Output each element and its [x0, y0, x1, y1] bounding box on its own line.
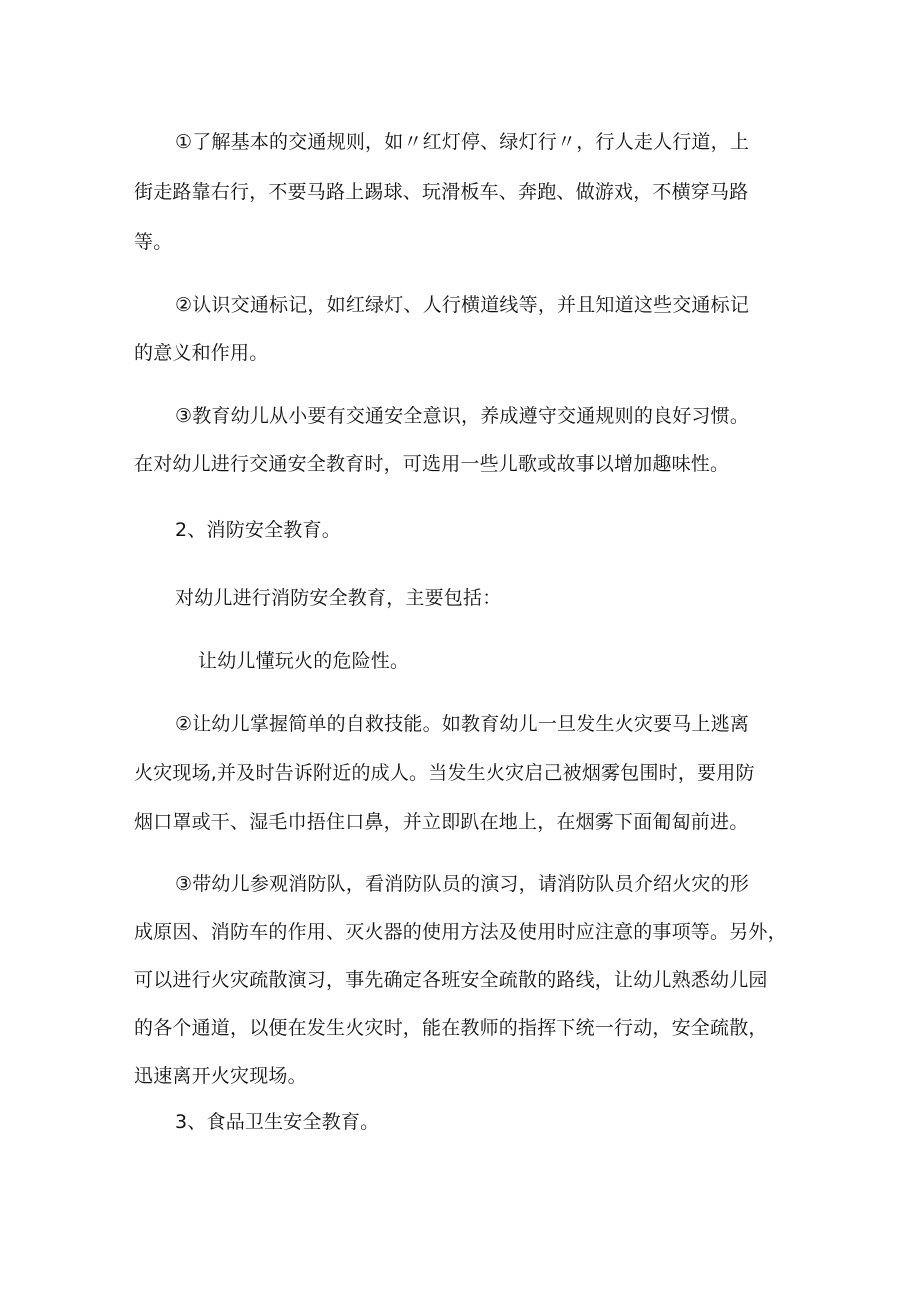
section-heading-fire-safety: 2、消防安全教育。 [175, 519, 341, 541]
p5-line: 让幼儿懂玩火的危险性。 [198, 650, 410, 672]
p3-line-2: 在对幼儿进行交通安全教育时，可选用一些儿歌或故事以增加趣味性。 [134, 453, 730, 475]
p7-line-4: 的各个通道，以便在发生火灾时，能在教师的指挥下统一行动，安全疏散， [134, 1017, 768, 1039]
p1-line-1: ①了解基本的交通规则，如〃红灯停、绿灯行〃，行人走人行道，上 [175, 131, 750, 153]
p1-line-3: 等。 [134, 231, 173, 253]
p1-line-2: 街走路靠右行，不要马路上踢球、玩滑板车、奔跑、做游戏，不横穿马路 [134, 181, 749, 203]
p4-line: 对幼儿进行消防安全教育，主要包括： [175, 587, 502, 609]
section-heading-food-safety: 3、食品卫生安全教育。 [175, 1111, 380, 1133]
p3-line-1: ③教育幼儿从小要有交通安全意识，养成遵守交通规则的良好习惯。 [175, 405, 750, 427]
p2-line-1: ②认识交通标记，如红绿灯、人行横道线等，并且知道这些交通标记 [175, 294, 750, 316]
p7-line-2: 成原因、消防车的作用、灭火器的使用方法及使用时应注意的事项等。另外， [134, 921, 787, 943]
p6-line-3: 烟口罩或干、湿毛巾捂住口鼻，并立即趴在地上，在烟雾下面匍匐前进。 [134, 811, 749, 833]
p7-line-5: 迅速离开火灾现场。 [134, 1065, 307, 1087]
p6-line-2: 火灾现场,并及时告诉附近的成人。当发生火灾启己被烟雾包围时，要用防 [134, 762, 755, 784]
p6-line-1: ②让幼儿掌握简单的自救技能。如教育幼儿一旦发生火灾要马上逃离 [175, 713, 750, 735]
p7-line-1: ③带幼儿参观消防队，看消防队员的演习，请消防队员介绍火灾的形 [175, 873, 750, 895]
p2-line-2: 的意义和作用。 [134, 342, 269, 364]
p7-line-3: 可以进行火灾疏散演习，事先确定各班安全疏散的路线，让幼儿熟悉幼儿园 [134, 969, 768, 991]
